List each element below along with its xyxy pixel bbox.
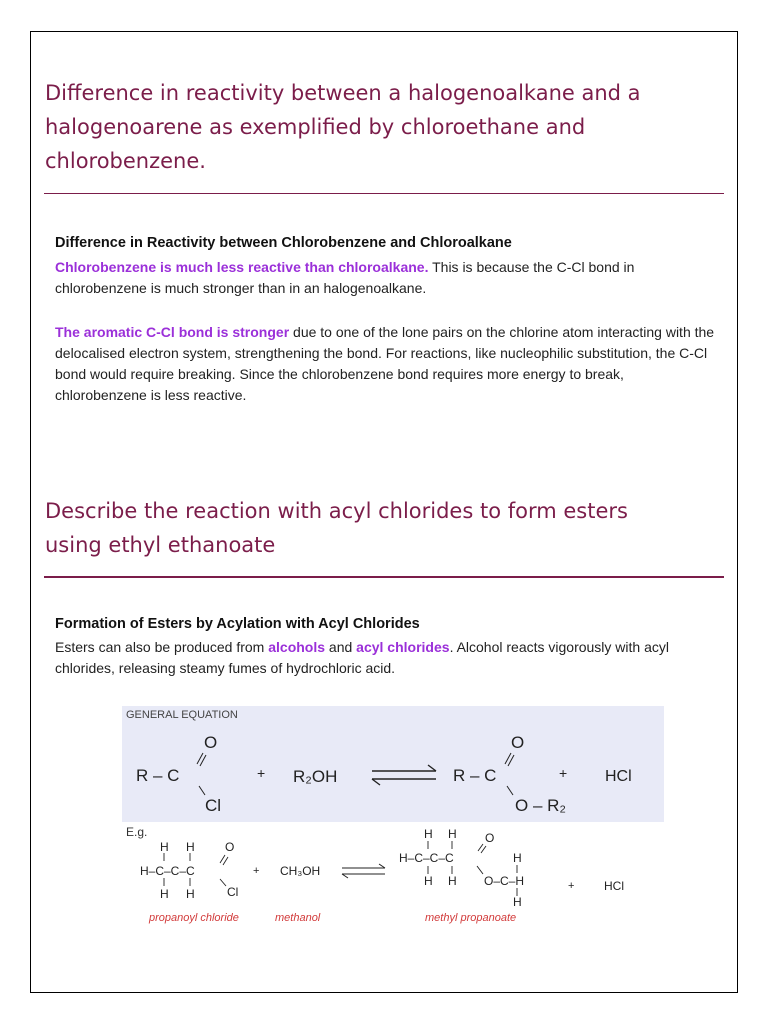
formula-cl: Cl — [205, 796, 222, 815]
formula-ch3oh: CH₃OH — [280, 864, 321, 878]
formula-r-c: R – C — [453, 766, 497, 785]
svg-text:H: H — [424, 827, 433, 841]
svg-text:O: O — [225, 840, 235, 854]
plus-sign: + — [559, 765, 568, 781]
svg-text:H: H — [513, 895, 522, 909]
highlight-acyl-chlorides: acyl chlorides — [356, 639, 450, 655]
formula-o-r2: O – R₂ — [515, 796, 566, 815]
general-equation-label: GENERAL EQUATION — [126, 709, 238, 721]
paragraph-esters: Esters can also be produced from alcohols and acyl chlorides. Alcohol reacts vigorously with acyl chlorides, releasing steamy fumes of hydrochloric acid. — [55, 639, 669, 676]
svg-text:H–C–C–C: H–C–C–C — [399, 851, 454, 865]
formula-o: O — [204, 733, 218, 752]
example-label: E.g. — [126, 825, 148, 839]
formula-r-c: R – C — [136, 766, 180, 785]
svg-text:H: H — [424, 874, 433, 888]
plus-sign: + — [253, 865, 260, 877]
svg-text:H: H — [160, 887, 169, 901]
svg-text:H: H — [186, 840, 195, 854]
svg-text:H: H — [448, 874, 457, 888]
formula-r2oh: R₂OH — [293, 767, 338, 786]
svg-text:Cl: Cl — [227, 885, 239, 899]
highlight-bond-stronger: The aromatic C-Cl bond is stronger — [55, 324, 290, 340]
caption-propanoyl-chloride: propanoyl chloride — [149, 912, 239, 924]
formula-hcl: HCl — [604, 879, 624, 893]
svg-text:H: H — [448, 827, 457, 841]
structure-propanoyl-chloride — [140, 840, 238, 901]
highlight-alcohols: alcohols — [268, 639, 326, 655]
section-heading-esters: Describe the reaction with acyl chlorides to form esters using ethyl ethanoate — [45, 499, 628, 557]
svg-text:H: H — [186, 887, 195, 901]
formula-hcl: HCl — [605, 768, 632, 785]
highlight-less-reactive: Chlorobenzene is much less reactive than chloroalkane. — [55, 259, 429, 275]
plus-sign: + — [568, 880, 575, 892]
equilibrium-arrow — [372, 765, 436, 785]
svg-text:O–C–H: O–C–H — [484, 874, 525, 888]
caption-methyl-propanoate: methyl propanoate — [425, 912, 517, 924]
section-heading-reactivity: Difference in reactivity between a halogenoalkane and a halogenoarene as exemplified by chloroethane and chlorobenzene. — [45, 81, 641, 173]
plus-sign: + — [257, 765, 266, 781]
paragraph-text: This is because the C-Cl bond in chlorobenzene is much stronger than in an halogenoalkane. — [55, 259, 635, 296]
subheading-reactivity: Difference in Reactivity between Chlorobenzene and Chloroalkane — [55, 235, 512, 251]
svg-text:O: O — [485, 831, 495, 845]
subheading-esters: Formation of Esters by Acylation with Acyl Chlorides — [55, 616, 420, 632]
caption-methanol: methanol — [275, 912, 321, 924]
structure-methyl-propanoate — [399, 827, 524, 909]
svg-text:H–C–C–C: H–C–C–C — [140, 864, 195, 878]
formula-o: O — [511, 733, 525, 752]
svg-text:H: H — [160, 840, 169, 854]
equilibrium-arrow — [342, 864, 385, 878]
paragraph-text: due to one of the lone pairs on the chlorine atom interacting with the delocalised electron system, strengthening the bond. For reactions, like nucleophilic substitution, the C-Cl bond would require breaking. Since the chlorobenzene bond requires more energy to break, chlorobenzene is less reactive. — [55, 324, 715, 403]
svg-text:H: H — [513, 851, 522, 865]
